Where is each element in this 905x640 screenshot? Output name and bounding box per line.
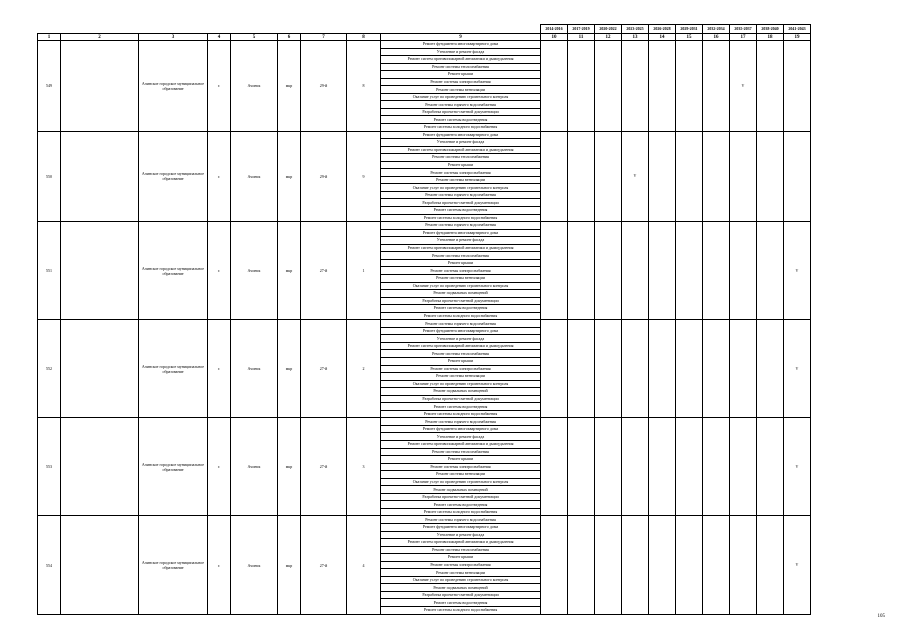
work-type: Утепление и ремонт фасада [381,531,541,539]
work-type: Разработка проектно-сметной документации [381,395,541,403]
work-type: Ремонт системы вентиляции [381,86,541,94]
period-header: 2014-2016 [541,25,568,34]
header-spacer [301,25,347,34]
building-number: 2 [347,320,381,418]
work-type: Ремонт системы горячего водоснабжения [381,418,541,426]
period-header-row [38,25,811,34]
period-cell [676,516,703,614]
empty-cell [61,516,139,614]
record-number: 552 [38,320,61,418]
settlement-type: г. [208,131,231,222]
period-cell [595,516,622,614]
header-spacer [381,25,541,34]
period-cell [703,41,730,132]
period-cell [622,320,649,418]
work-type: Ремонт системы горячего водоснабжения [381,222,541,230]
work-type: Оказание услуг по проведению строительного контроля [381,184,541,192]
street-type: мкр [278,516,301,614]
empty-cell [61,320,139,418]
settlement: Ачинск [231,320,278,418]
house-number: 27-й [301,222,347,320]
work-type: Ремонт системы холодного водоснабжения [381,508,541,516]
period-cell [622,516,649,614]
work-type: Ремонт крыши [381,554,541,562]
period-cell [622,222,649,320]
period-cell [595,131,622,222]
work-type: Ремонт системы горячего водоснабжения [381,516,541,524]
work-type: Ремонт систем противопожарной автоматики и дымоудаления [381,539,541,547]
settlement: Ачинск [231,418,278,516]
period-cell [784,41,811,132]
column-number: 5 [231,34,278,41]
scheduled-mark: V [784,516,811,614]
work-type: Разработка проектно-сметной документации [381,297,541,305]
period-cell [649,320,676,418]
header-spacer [347,25,381,34]
work-type: Утепление и ремонт фасада [381,237,541,245]
street-type: мкр [278,41,301,132]
work-type: Ремонт системы вентиляции [381,569,541,577]
column-number: 2 [61,34,139,41]
work-type: Ремонт системы теплоснабжения [381,154,541,162]
period-cell [757,222,784,320]
work-type: Ремонт систем противопожарной автоматики и дымоудаления [381,342,541,350]
work-type: Ремонт системы водоотведения [381,305,541,313]
header-spacer [231,25,278,34]
settlement-type: г. [208,222,231,320]
building-number: 8 [347,41,381,132]
settlement: Ачинск [231,222,278,320]
period-cell [730,516,757,614]
table-row [38,41,811,49]
table-body [38,25,811,615]
settlement: Ачинск [231,131,278,222]
street-type: мкр [278,222,301,320]
period-header: 2041-2043 [784,25,811,34]
settlement-type: г. [208,320,231,418]
period-cell [703,131,730,222]
work-type: Ремонт системы теплоснабжения [381,350,541,358]
period-header: 2023-2025 [622,25,649,34]
work-type: Разработка проектно-сметной документации [381,199,541,207]
street-type: мкр [278,418,301,516]
scheduled-mark: V [730,41,757,132]
period-cell [595,222,622,320]
work-type: Ремонт системы водоотведения [381,599,541,607]
page-number: 105 [877,614,885,619]
period-header: 2017-2019 [568,25,595,34]
work-type: Ремонт систем противопожарной автоматики и дымоудаления [381,56,541,64]
building-number: 1 [347,222,381,320]
period-cell [676,418,703,516]
work-type: Ремонт подвальных помещений [381,388,541,396]
street-type: мкр [278,320,301,418]
work-type: Ремонт системы холодного водоснабжения [381,124,541,132]
period-cell [730,222,757,320]
house-number: 29-й [301,41,347,132]
work-type: Ремонт системы электроснабжения [381,463,541,471]
period-cell [676,320,703,418]
municipality: Ачинское городское муниципальное образование [139,516,208,614]
work-type: Ремонт системы вентиляции [381,274,541,282]
period-cell [730,131,757,222]
header-spacer [278,25,301,34]
work-type: Ремонт крыши [381,161,541,169]
period-cell [676,131,703,222]
period-cell [649,418,676,516]
empty-cell [61,41,139,132]
work-type: Ремонт системы вентиляции [381,471,541,479]
house-number: 27-й [301,320,347,418]
period-cell [757,41,784,132]
building-number: 3 [347,418,381,516]
scheduled-mark: V [784,222,811,320]
work-type: Ремонт крыши [381,456,541,464]
work-type: Ремонт системы водоотведения [381,207,541,215]
period-header: 2038-2040 [757,25,784,34]
work-type: Оказание услуг по проведению строительного контроля [381,282,541,290]
record-number: 553 [38,418,61,516]
settlement-type: г. [208,418,231,516]
column-number: 4 [208,34,231,41]
column-number: 12 [595,34,622,41]
period-cell [757,131,784,222]
period-cell [541,131,568,222]
work-type: Ремонт систем противопожарной автоматики и дымоудаления [381,146,541,154]
table-row [38,222,811,230]
period-cell [703,418,730,516]
work-type: Оказание услуг по проведению строительного контроля [381,380,541,388]
column-number: 1 [38,34,61,41]
period-header: 2032-2034 [703,25,730,34]
work-type: Утепление и ремонт фасада [381,139,541,147]
work-type: Ремонт крыши [381,259,541,267]
settlement-type: г. [208,41,231,132]
table-row [38,516,811,524]
building-number: 4 [347,516,381,614]
work-type: Ремонт системы холодного водоснабжения [381,410,541,418]
settlement: Ачинск [231,516,278,614]
work-type: Утепление и ремонт фасада [381,48,541,56]
record-number: 554 [38,516,61,614]
period-cell [676,222,703,320]
header-spacer [208,25,231,34]
period-cell [622,41,649,132]
work-type: Ремонт фундамента многоквартирного дома [381,524,541,532]
record-number: 549 [38,41,61,132]
work-type: Разработка проектно-сметной документации [381,493,541,501]
municipality: Ачинское городское муниципальное образование [139,222,208,320]
settlement-type: г. [208,516,231,614]
period-cell [703,222,730,320]
period-cell [649,41,676,132]
scheduled-mark: V [622,131,649,222]
work-type: Ремонт фундамента многоквартирного дома [381,229,541,237]
period-cell [649,131,676,222]
empty-cell [61,418,139,516]
work-type: Разработка проектно-сметной документации [381,108,541,116]
table-row [38,320,811,328]
period-cell [568,131,595,222]
work-type: Ремонт подвальных помещений [381,486,541,494]
work-type: Ремонт фундамента многоквартирного дома [381,327,541,335]
header-spacer [61,25,139,34]
period-cell [757,516,784,614]
work-type: Ремонт фундамента многоквартирного дома [381,425,541,433]
work-type: Ремонт системы горячего водоснабжения [381,101,541,109]
work-type: Ремонт системы холодного водоснабжения [381,214,541,222]
work-type: Ремонт крыши [381,357,541,365]
column-number: 15 [676,34,703,41]
column-number: 19 [784,34,811,41]
work-type: Ремонт крыши [381,71,541,79]
period-cell [649,222,676,320]
header-spacer [139,25,208,34]
work-type: Оказание услуг по проведению строительного контроля [381,93,541,101]
column-number: 11 [568,34,595,41]
period-header: 2035-2037 [730,25,757,34]
work-type: Ремонт системы электроснабжения [381,561,541,569]
header-spacer [38,25,61,34]
work-type: Ремонт системы теплоснабжения [381,252,541,260]
building-number: 9 [347,131,381,222]
period-cell [757,418,784,516]
work-type: Ремонт системы водоотведения [381,116,541,124]
empty-cell [61,131,139,222]
work-type: Ремонт фундамента многоквартирного дома [381,131,541,139]
work-type: Ремонт системы электроснабжения [381,169,541,177]
period-cell [541,516,568,614]
period-header: 2026-2028 [649,25,676,34]
capital-repair-schedule-table [37,24,811,615]
period-cell [541,320,568,418]
period-cell [757,320,784,418]
column-number-row [38,34,811,41]
work-type: Ремонт системы вентиляции [381,176,541,184]
period-cell [730,320,757,418]
period-cell [595,418,622,516]
column-number: 18 [757,34,784,41]
column-number: 10 [541,34,568,41]
empty-cell [61,222,139,320]
work-type: Ремонт системы горячего водоснабжения [381,320,541,328]
work-type: Утепление и ремонт фасада [381,433,541,441]
scheduled-mark: V [784,418,811,516]
work-type: Ремонт системы теплоснабжения [381,546,541,554]
period-cell [676,41,703,132]
scheduled-mark: V [784,320,811,418]
period-cell [541,41,568,132]
period-cell [622,418,649,516]
period-cell [784,131,811,222]
work-type: Утепление и ремонт фасада [381,335,541,343]
table-row [38,418,811,426]
street-type: мкр [278,131,301,222]
column-number: 8 [347,34,381,41]
period-cell [730,418,757,516]
period-cell [595,320,622,418]
work-type: Ремонт системы вентиляции [381,373,541,381]
house-number: 27-й [301,516,347,614]
period-cell [568,41,595,132]
column-number: 6 [278,34,301,41]
work-type: Ремонт системы электроснабжения [381,78,541,86]
period-header: 2020-2022 [595,25,622,34]
municipality: Ачинское городское муниципальное образование [139,418,208,516]
work-type: Ремонт системы электроснабжения [381,365,541,373]
work-type: Ремонт системы водоотведения [381,501,541,509]
period-cell [568,516,595,614]
work-type: Ремонт системы электроснабжения [381,267,541,275]
column-number: 7 [301,34,347,41]
work-type: Разработка проектно-сметной документации [381,591,541,599]
work-type: Ремонт систем противопожарной автоматики и дымоудаления [381,244,541,252]
house-number: 27-й [301,418,347,516]
work-type: Ремонт подвальных помещений [381,584,541,592]
period-cell [703,320,730,418]
period-cell [541,222,568,320]
column-number: 3 [139,34,208,41]
work-type: Ремонт фундамента многоквартирного дома [381,41,541,49]
record-number: 551 [38,222,61,320]
work-type: Ремонт системы теплоснабжения [381,448,541,456]
period-cell [568,320,595,418]
municipality: Ачинское городское муниципальное образование [139,41,208,132]
municipality: Ачинское городское муниципальное образование [139,131,208,222]
work-type: Ремонт системы водоотведения [381,403,541,411]
column-number: 16 [703,34,730,41]
municipality: Ачинское городское муниципальное образование [139,320,208,418]
column-number: 14 [649,34,676,41]
settlement: Ачинск [231,41,278,132]
period-cell [595,41,622,132]
work-type: Ремонт систем противопожарной автоматики и дымоудаления [381,440,541,448]
column-number: 17 [730,34,757,41]
period-cell [703,516,730,614]
work-type: Ремонт системы горячего водоснабжения [381,191,541,199]
work-type: Ремонт системы холодного водоснабжения [381,312,541,320]
work-type: Ремонт подвальных помещений [381,290,541,298]
work-type: Оказание услуг по проведению строительного контроля [381,478,541,486]
period-cell [568,418,595,516]
table-row [38,131,811,139]
column-number: 9 [381,34,541,41]
period-cell [649,516,676,614]
period-cell [568,222,595,320]
work-type: Оказание услуг по проведению строительного контроля [381,576,541,584]
work-type: Ремонт системы холодного водоснабжения [381,607,541,615]
column-number: 13 [622,34,649,41]
record-number: 550 [38,131,61,222]
period-header: 2029-2031 [676,25,703,34]
house-number: 29-й [301,131,347,222]
work-type: Ремонт системы теплоснабжения [381,63,541,71]
period-cell [541,418,568,516]
